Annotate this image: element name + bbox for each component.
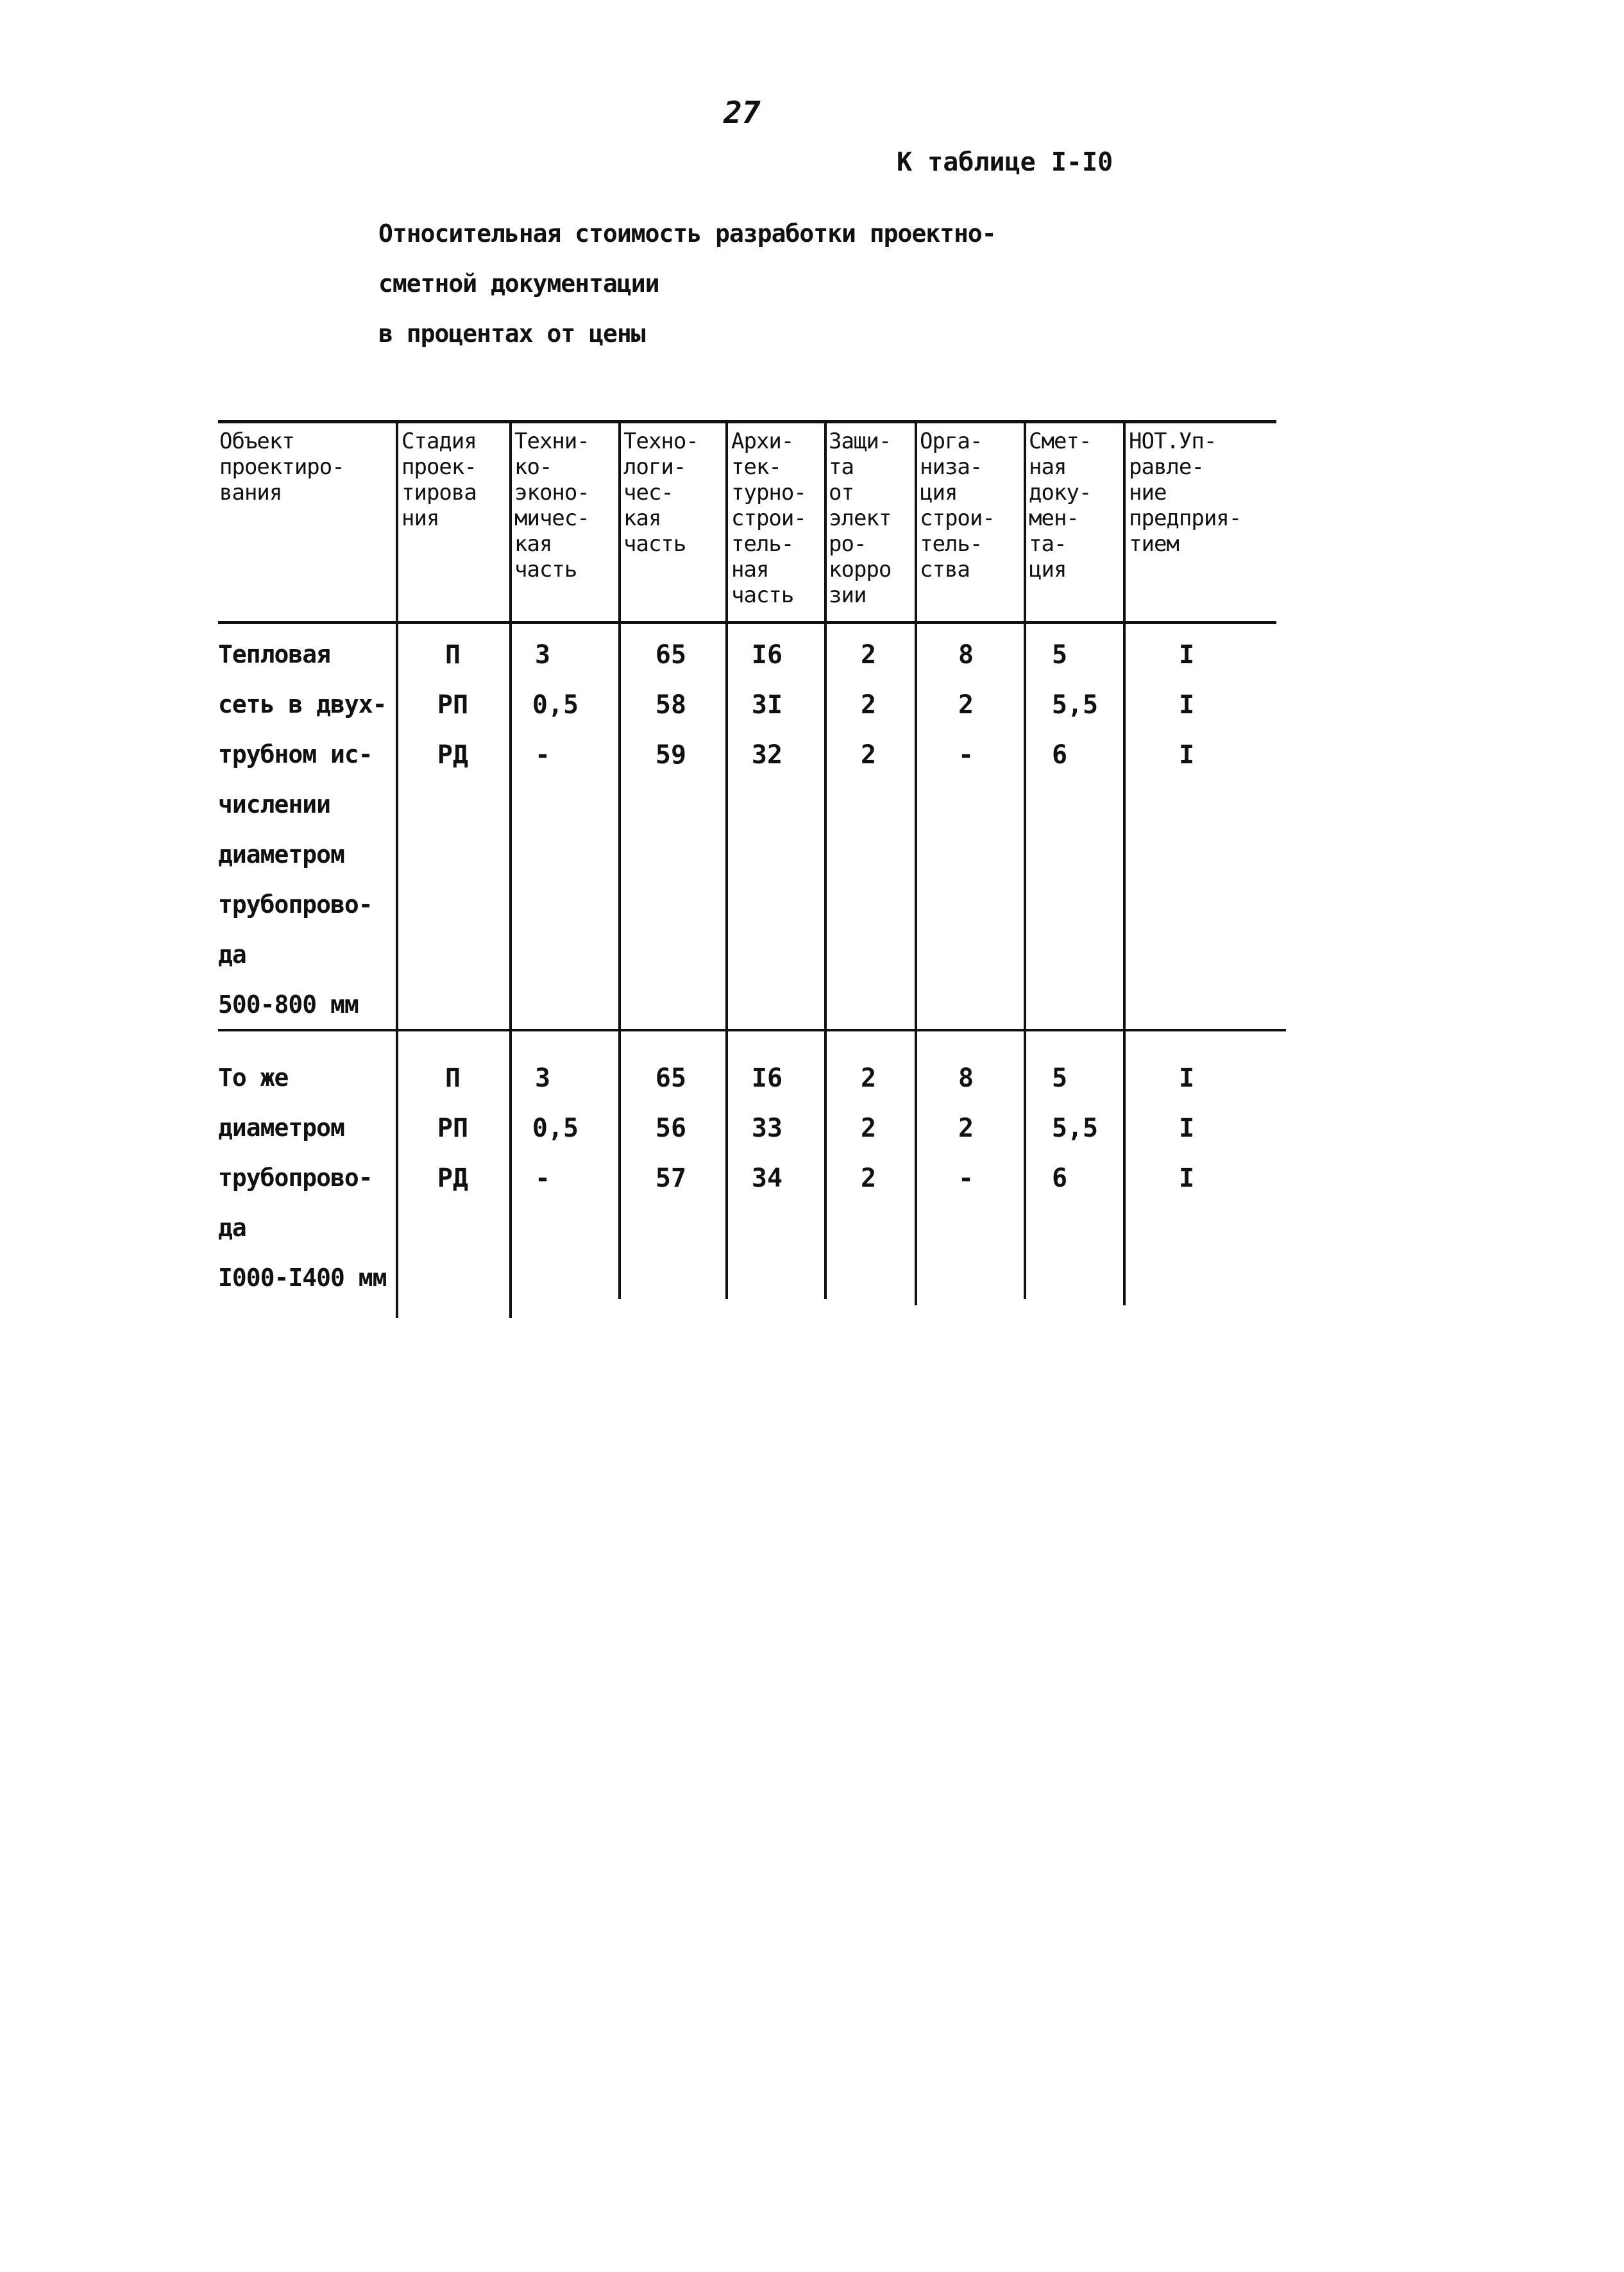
not-cell: I (1178, 1164, 1195, 1193)
stage-cell: РП (437, 690, 469, 720)
object-text-line: Тепловая (218, 640, 331, 668)
object-text-line: да (218, 940, 246, 969)
construction-cell: 2 (958, 690, 974, 720)
architectural-cell: 3I (751, 690, 783, 720)
object-text-line: 500-800 мм (218, 990, 359, 1019)
estimate-cell: 5 (1051, 1064, 1068, 1093)
architectural-cell: 33 (751, 1114, 783, 1143)
object-text-line: сеть в двух- (218, 690, 387, 718)
column-divider (824, 420, 827, 1299)
construction-cell: - (958, 1164, 974, 1193)
tech-econ-cell: - (534, 1164, 551, 1193)
construction-cell: 2 (958, 1114, 974, 1143)
technological-cell: 57 (655, 1164, 687, 1193)
architectural-cell: 32 (751, 740, 783, 770)
caption-line: Относительная стоимость разработки проектно- (378, 219, 996, 248)
not-cell: I (1178, 690, 1195, 720)
object-text-line: То же (218, 1064, 289, 1092)
estimate-cell: 6 (1051, 1164, 1068, 1193)
architectural-cell: I6 (751, 640, 783, 670)
technological-cell: 65 (655, 640, 687, 670)
header-corrosion: Защи- та от элект ро- корро зии (829, 428, 892, 608)
caption-line: в процентах от цены (378, 319, 645, 348)
object-text-line: числении (218, 790, 331, 818)
architectural-cell: 34 (751, 1164, 783, 1193)
technological-cell: 65 (655, 1064, 687, 1093)
object-text-line: да (218, 1214, 246, 1242)
header-estimate: Смет- ная доку- мен- та- ция (1029, 428, 1092, 582)
corrosion-cell: 2 (860, 1164, 877, 1193)
group-divider-rule (218, 1029, 1286, 1031)
object-text-line: диаметром (218, 840, 344, 869)
stage-cell: РД (437, 1164, 469, 1193)
construction-cell: 8 (958, 1064, 974, 1093)
stage-cell: РП (437, 1114, 469, 1143)
tech-econ-cell: 3 (534, 640, 551, 670)
tech-econ-cell: - (534, 740, 551, 770)
header-bottom-rule (218, 621, 1276, 624)
construction-cell: 8 (958, 640, 974, 670)
tech-econ-cell: 3 (534, 1064, 551, 1093)
header-stage: Стадия проек- тирова ния (402, 428, 477, 531)
header-object: Объект проектиро- вания (219, 428, 344, 505)
stage-cell: П (444, 1064, 461, 1093)
column-divider (618, 420, 621, 1299)
estimate-cell: 5 (1051, 640, 1068, 670)
not-cell: I (1178, 1064, 1195, 1093)
corrosion-cell: 2 (860, 640, 877, 670)
header-not: НОТ.Уп- равле- ние предприя- тием (1129, 428, 1242, 557)
header-architectural: Архи- тек- турно- строи- тель- ная часть (731, 428, 806, 608)
header-technological: Техно- логи- чес- кая часть (623, 428, 698, 557)
object-text-line: трубопрово- (218, 1164, 373, 1192)
tech-econ-cell: 0,5 (532, 690, 579, 720)
column-divider (915, 420, 917, 1305)
stage-cell: РД (437, 740, 469, 770)
corrosion-cell: 2 (860, 690, 877, 720)
table-top-rule (218, 420, 1276, 423)
estimate-cell: 5,5 (1051, 690, 1099, 720)
not-cell: I (1178, 640, 1195, 670)
construction-cell: - (958, 740, 974, 770)
technological-cell: 59 (655, 740, 687, 770)
object-text-line: трубопрово- (218, 890, 373, 919)
caption-line: сметной документации (378, 269, 659, 298)
header-construction: Орга- низа- ция строи- тель- ства (920, 428, 995, 582)
column-divider (396, 420, 398, 1318)
stage-cell: П (444, 640, 461, 670)
architectural-cell: I6 (751, 1064, 783, 1093)
technological-cell: 58 (655, 690, 687, 720)
object-text-line: трубном ис- (218, 740, 373, 768)
estimate-cell: 6 (1051, 740, 1068, 770)
object-text-line: I000-I400 мм (218, 1264, 387, 1292)
estimate-cell: 5,5 (1051, 1114, 1099, 1143)
corrosion-cell: 2 (860, 1114, 877, 1143)
corrosion-cell: 2 (860, 740, 877, 770)
header-tech-econ: Техни- ко- эконо- мичес- кая часть (514, 428, 589, 582)
column-divider (725, 420, 728, 1299)
column-divider (1123, 420, 1126, 1305)
page-number: 27 (723, 95, 761, 131)
technological-cell: 56 (655, 1114, 687, 1143)
not-cell: I (1178, 1114, 1195, 1143)
corrosion-cell: 2 (860, 1064, 877, 1093)
object-text-line: диаметром (218, 1114, 344, 1142)
table-reference: К таблице I-I0 (897, 148, 1113, 177)
not-cell: I (1178, 740, 1195, 770)
tech-econ-cell: 0,5 (532, 1114, 579, 1143)
